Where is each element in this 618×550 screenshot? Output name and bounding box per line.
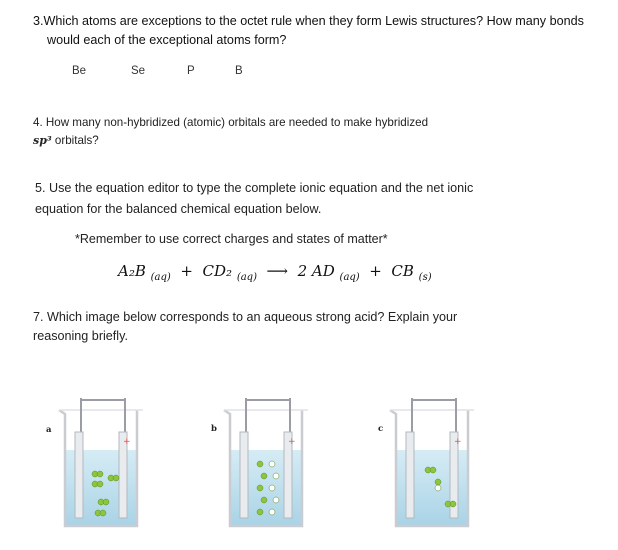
beaker-c-label: c [378, 424, 384, 434]
plus-sign-2: + [369, 262, 382, 280]
question-4-line-2 [33, 132, 593, 150]
remember-note: *Remember to use correct charges and states of matter* [75, 232, 388, 246]
atom-se: Se [131, 65, 146, 77]
beaker-c-illustration [386, 392, 478, 532]
electrode-left [75, 432, 83, 518]
question-3 [33, 12, 603, 50]
product-1-state: (aq) [339, 272, 360, 283]
beaker-a-label: a [46, 425, 52, 435]
reactant-1-state: (aq) [150, 272, 171, 283]
question-4 [33, 114, 593, 150]
beaker-a-illustration [55, 392, 147, 532]
reaction-arrow: ⟶ [266, 262, 289, 280]
product-1: 2 AD [297, 262, 335, 280]
question-5-line-2: equation for the balanced chemical equation below. [35, 202, 322, 216]
question-5-line-1: 5. Use the equation editor to type the complete ionic equation and the net ionic [35, 181, 474, 195]
atom-b: B [235, 65, 243, 77]
atom-p: P [187, 65, 195, 77]
reactant-2-state: (aq) [236, 272, 257, 283]
atom-be: Be [72, 65, 87, 77]
question-3-line-1: 3.Which atoms are exceptions to the octet rule when they form Lewis structures? How many bonds [33, 14, 584, 28]
product-2: CB [391, 262, 414, 280]
beaker-b-illustration [220, 392, 312, 532]
chemical-equation [118, 262, 432, 283]
question-7-line-2: reasoning briefly. [33, 329, 128, 343]
svg-text:+: + [123, 437, 131, 447]
reactant-1: A₂B [118, 262, 146, 280]
question-3-line-2: would each of the exceptional atoms form? [47, 33, 287, 47]
sp3-orbital: sp³ [33, 134, 52, 147]
svg-text:+: + [454, 437, 462, 447]
electrode-left [240, 432, 248, 518]
question-5 [35, 178, 595, 220]
question-4-line-2-rest: orbitals? [51, 134, 99, 147]
electrode-left [406, 432, 414, 518]
question-7 [33, 308, 593, 346]
reactant-2: CD₂ [202, 262, 233, 280]
plus-sign-1: + [180, 262, 193, 280]
svg-text:+: + [288, 437, 296, 447]
product-2-state: (s) [418, 272, 432, 283]
question-7-line-1: 7. Which image below corresponds to an aqueous strong acid? Explain your [33, 310, 458, 324]
question-4-line-1: 4. How many non-hybridized (atomic) orbitals are needed to make hybridized [33, 116, 429, 129]
beaker-b-label: b [211, 424, 217, 434]
